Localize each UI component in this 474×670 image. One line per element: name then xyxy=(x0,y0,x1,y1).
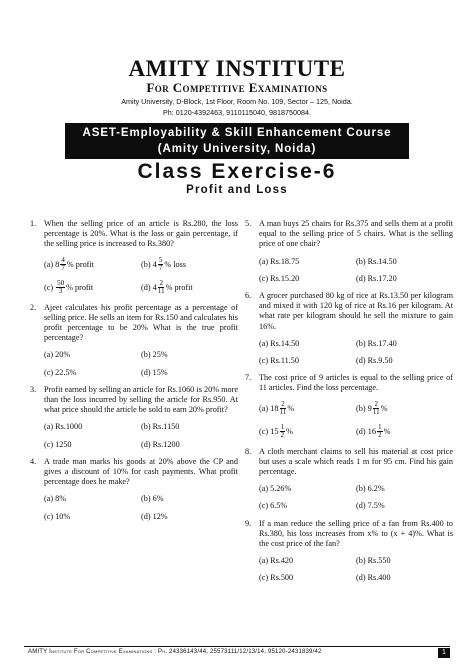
option-whole: 8 xyxy=(55,258,60,269)
option-whole: 9 xyxy=(367,402,372,413)
option xyxy=(259,573,356,583)
option-text: Rs.550 xyxy=(367,556,391,566)
fraction-denominator: 2 xyxy=(378,431,382,440)
fraction-numerator: 1 xyxy=(280,422,285,431)
option xyxy=(356,484,453,494)
option-text: Rs.11.50 xyxy=(270,356,299,366)
option-text: Rs.1200 xyxy=(152,439,180,449)
option-label: (d) xyxy=(356,573,366,583)
option xyxy=(356,401,453,417)
options-grid xyxy=(44,494,238,521)
option-whole: 4 xyxy=(152,281,157,292)
course-banner-line2: (Amity University, Noida) xyxy=(157,143,317,155)
option-fraction xyxy=(280,424,286,440)
fraction-numerator: 4 xyxy=(61,255,65,264)
option xyxy=(141,512,238,522)
option xyxy=(356,424,453,440)
question-number: 7. xyxy=(245,373,252,383)
options-grid xyxy=(259,401,453,440)
option-label: (b) xyxy=(356,484,366,494)
option xyxy=(356,274,453,284)
option-suffix: % xyxy=(287,403,295,413)
exercise-title: Class Exercise-6 xyxy=(137,160,337,183)
fraction-numerator: 5 xyxy=(158,255,163,264)
option-suffix: % profit xyxy=(66,282,94,292)
option-fraction xyxy=(373,401,380,417)
option-text: Rs.400 xyxy=(367,573,391,583)
option-text: 8% xyxy=(55,494,67,504)
course-banner xyxy=(65,123,409,159)
option-label: (b) xyxy=(141,494,151,504)
option xyxy=(356,356,453,366)
questions-left-column xyxy=(30,219,238,529)
option xyxy=(44,368,141,378)
option-label: (a) xyxy=(44,259,54,269)
question-number: 9. xyxy=(245,518,252,528)
fraction-denominator: 2 xyxy=(280,431,285,440)
option-label: (b) xyxy=(356,256,366,266)
option-whole: 4 xyxy=(152,258,157,269)
option-label: (b) xyxy=(141,350,151,360)
question-text: When the selling price of an article is Rs.280, the loss percentage is 20%. What is the loss or gain percentage, if the selling price is increased to Rs.380? xyxy=(44,219,238,249)
option-label: (b) xyxy=(356,338,366,348)
option-text: Rs.500 xyxy=(270,573,294,583)
option xyxy=(141,494,238,504)
option-text: Rs.9.50 xyxy=(367,356,393,366)
option-suffix: % profit xyxy=(165,282,193,292)
question-number: 1. xyxy=(30,219,37,228)
option-suffix: % xyxy=(286,426,293,436)
question-item xyxy=(245,219,453,284)
option-label: (d) xyxy=(356,356,366,366)
option-label: (c) xyxy=(259,501,269,511)
option-label: (d) xyxy=(141,439,151,449)
option-label: (d) xyxy=(356,501,366,511)
question-text: A man buys 25 chairs for Rs.375 and sells them at a profit equal to the selling price of 5 chairs. What is the selling price of one chair? xyxy=(259,219,453,249)
option-text: Rs.17.20 xyxy=(367,273,397,283)
option xyxy=(356,501,453,511)
option xyxy=(44,494,141,504)
option-text: 7.5% xyxy=(367,501,385,511)
option-label: (b) xyxy=(141,259,151,269)
option-label: (c) xyxy=(44,367,54,377)
option-text: 20% xyxy=(55,350,71,360)
question-number: 3. xyxy=(30,384,37,394)
option-whole: 16 xyxy=(367,425,377,436)
option xyxy=(356,339,453,349)
question-item xyxy=(30,385,238,450)
option xyxy=(44,512,141,522)
option-text: 5.26% xyxy=(270,484,292,494)
question-item xyxy=(245,373,453,439)
option xyxy=(356,573,453,583)
fraction-denominator: 11 xyxy=(372,408,380,417)
fraction-numerator: 2 xyxy=(281,399,285,408)
question-text: A cloth merchant claims to sell his material at cost price but uses a scale which reads 1 m for 95 cm. Find his gain percentage. xyxy=(259,446,453,477)
option-text: 10% xyxy=(55,511,71,521)
option xyxy=(141,368,238,378)
question-item xyxy=(245,291,453,366)
option-text: 6.2% xyxy=(367,484,385,494)
options-grid xyxy=(259,339,453,366)
option-label: (c) xyxy=(44,439,54,449)
option-text: Rs.1150 xyxy=(152,422,180,432)
option-text: 6.5% xyxy=(270,501,288,511)
option xyxy=(259,484,356,494)
exercise-topic: Profit and Loss xyxy=(186,184,288,196)
option-text: Rs.420 xyxy=(270,556,294,566)
options-grid xyxy=(44,422,238,449)
option-text: Rs.14.50 xyxy=(367,256,397,266)
option xyxy=(44,350,141,360)
fraction-numerator: 50 xyxy=(57,278,65,287)
option-label: (a) xyxy=(44,422,54,432)
option-label: (c) xyxy=(259,273,269,283)
options-grid xyxy=(259,257,453,284)
institute-title: AMITY INSTITUTE xyxy=(128,56,346,81)
fraction-denominator: 3 xyxy=(58,287,63,296)
option-label: (c) xyxy=(259,356,269,366)
fraction-numerator: 1 xyxy=(378,422,382,431)
question-text: Profit earned by selling an article for Rs.1060 is 20% more than the loss incurred by selling the article for Rs.950. At what price should the article be sold to earn 20% profit? xyxy=(44,384,238,415)
fraction-numerator: 2 xyxy=(374,399,378,408)
questions-right-column xyxy=(245,219,453,591)
option-whole: 15 xyxy=(270,425,279,436)
option-label: (d) xyxy=(141,367,151,377)
option xyxy=(356,257,453,267)
option-text: Rs.17.40 xyxy=(367,338,397,348)
option-label: (d) xyxy=(141,282,151,292)
option xyxy=(259,356,356,366)
fraction-denominator: 7 xyxy=(158,264,163,273)
option-text: Rs.1000 xyxy=(55,422,83,432)
option-label: (b) xyxy=(356,556,366,566)
option-suffix: % loss xyxy=(164,259,186,269)
course-banner-line1: ASET-Employability & Skill Enhancement Course xyxy=(82,127,392,139)
fraction-denominator: 11 xyxy=(157,287,165,296)
page-number: 1 xyxy=(438,648,450,658)
institute-phone: Ph: 0120-4392463, 9110115040, 9818750084. xyxy=(162,108,311,117)
option-label: (b) xyxy=(141,422,151,432)
option xyxy=(259,257,356,267)
option xyxy=(141,350,238,360)
option-label: (a) xyxy=(259,256,269,266)
question-item xyxy=(245,519,453,584)
option xyxy=(259,501,356,511)
question-text: Ajeet calculates his profit percentage as a percentage of selling price. He sells an item for Rs.150 and calculates his profit percentage to be 20% What is the true profit percentage? xyxy=(44,302,238,343)
question-item xyxy=(245,447,453,512)
institute-address: Amity University, D-Block, 1st Floor, Room No. 109, Sector – 125, Noida. xyxy=(121,97,353,106)
question-number: 4. xyxy=(30,456,37,466)
fraction-numerator: 2 xyxy=(159,278,163,287)
options-grid xyxy=(259,556,453,583)
institute-subtitle: For Competitive Examinations xyxy=(146,80,328,95)
options-grid xyxy=(44,350,238,377)
option-label: (d) xyxy=(356,273,366,283)
option-label: (a) xyxy=(259,484,269,494)
question-number: 6. xyxy=(245,291,252,301)
option xyxy=(259,556,356,566)
option-label: (b) xyxy=(356,403,366,413)
question-text: A grocer purchased 80 kg of rice at Rs.13.50 per kilogram and mixed it with 120 kg of rice at Rs.16 per kilogram. At what rate per kilogram should he sell the mixture to gain 16%. xyxy=(259,291,453,331)
option-label: (a) xyxy=(44,494,54,504)
question-text: The cost price of 9 articles is equal to the selling price of 11 articles. Find the loss percentage. xyxy=(259,373,453,393)
option-text: 22.5% xyxy=(55,367,77,377)
option-suffix: % xyxy=(380,403,388,413)
question-item xyxy=(30,219,238,296)
option xyxy=(44,440,141,450)
question-number: 5. xyxy=(245,219,252,228)
option-text: 1250 xyxy=(55,439,72,449)
option xyxy=(141,257,238,273)
option-label: (c) xyxy=(44,511,54,521)
option-fraction xyxy=(60,257,66,273)
option-fraction xyxy=(377,424,383,440)
option-suffix: % profit xyxy=(66,259,94,269)
footer-text: AMITY Institute For Competitive Examinations : Ph. 24336143/44, 25573111/12/13/14, 95120-2431839/42 xyxy=(28,649,322,655)
question-number: 8. xyxy=(245,446,252,456)
option-label: (a) xyxy=(259,403,269,413)
option-whole: 18 xyxy=(270,402,279,413)
option-text: 12% xyxy=(152,511,168,521)
option-text: Rs.14.50 xyxy=(270,338,300,348)
option-label: (d) xyxy=(141,511,151,521)
option-label: (c) xyxy=(259,573,269,583)
option-label: (a) xyxy=(44,350,54,360)
option xyxy=(259,401,356,417)
option xyxy=(141,280,238,296)
question-item xyxy=(30,303,238,378)
option xyxy=(44,422,141,432)
option xyxy=(356,556,453,566)
option xyxy=(141,422,238,432)
footer-rule xyxy=(24,646,450,647)
options-grid xyxy=(259,484,453,511)
fraction-denominator: 7 xyxy=(61,264,65,273)
option-fraction xyxy=(158,280,165,296)
option-label: (c) xyxy=(259,426,269,436)
option xyxy=(259,274,356,284)
option xyxy=(44,280,141,296)
option-label: (c) xyxy=(44,282,54,292)
option-text: 15% xyxy=(152,367,168,377)
option xyxy=(259,339,356,349)
option-label: (a) xyxy=(259,556,269,566)
question-text: A trade man marks his goods at 20% above the CP and gives a discount of 10% for cash payments. What profit percentage does he make? xyxy=(44,456,238,487)
option-text: 6% xyxy=(152,494,164,504)
question-text: If a man reduce the selling price of a fan from Rs.400 to Rs.380, his loss increases from x% to (x + 4)%. What is the cost price of the fan? xyxy=(259,518,453,549)
option-suffix: % xyxy=(383,426,391,436)
option-label: (d) xyxy=(356,426,366,436)
option-fraction xyxy=(56,280,65,296)
question-item xyxy=(30,457,238,522)
fraction-denominator: 11 xyxy=(279,408,287,417)
question-number: 2. xyxy=(30,302,37,312)
option-label: (a) xyxy=(259,338,269,348)
option-text: 25% xyxy=(152,350,168,360)
option xyxy=(141,440,238,450)
option-text: Rs.15.20 xyxy=(270,273,300,283)
option-text: Rs.18.75 xyxy=(270,256,300,266)
option xyxy=(259,424,356,440)
options-grid xyxy=(44,257,238,296)
option-fraction xyxy=(158,257,164,273)
option xyxy=(44,257,141,273)
option-fraction xyxy=(280,401,287,417)
